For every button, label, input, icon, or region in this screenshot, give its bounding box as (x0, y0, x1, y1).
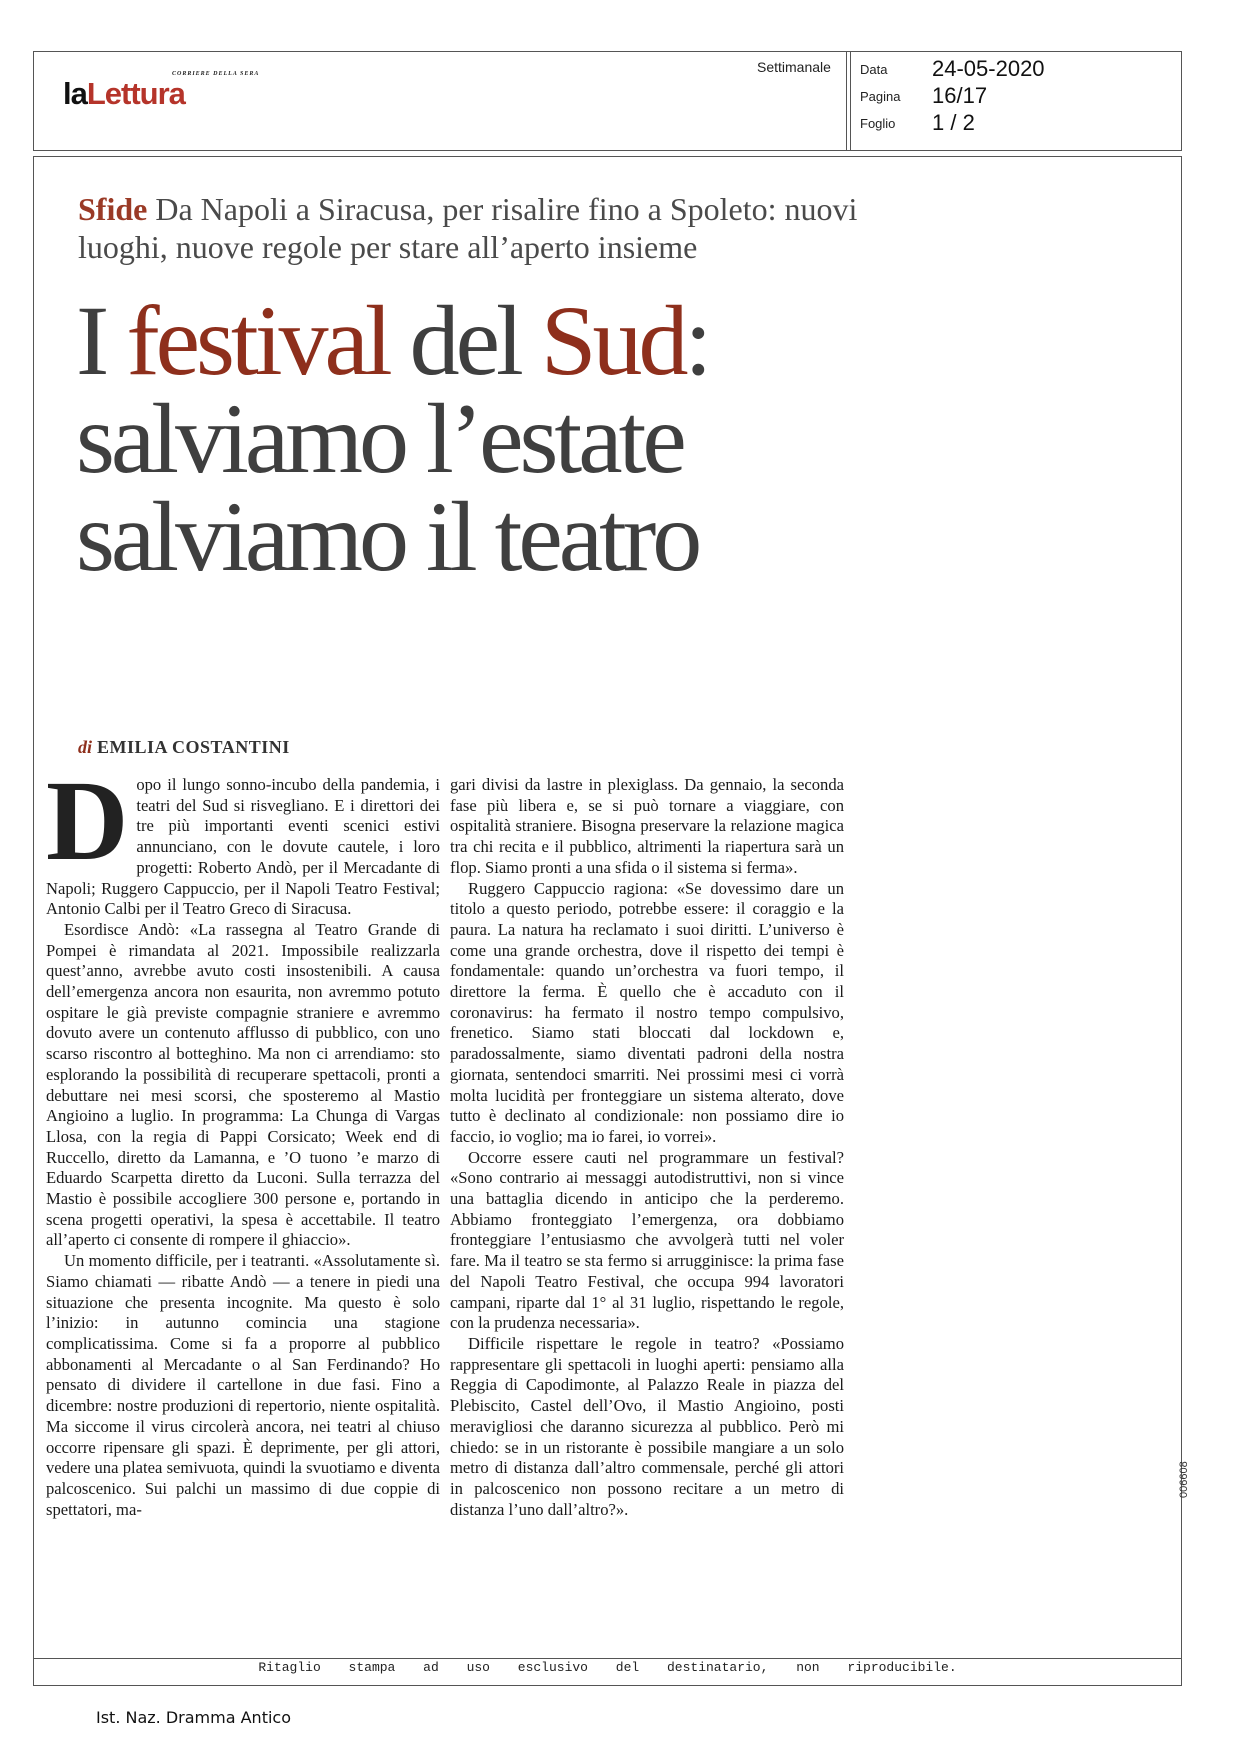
clipping-code: 006608 (1178, 1461, 1190, 1498)
paragraph: Un momento difficile, per i teatranti. «Assolutamente sì. Siamo chiamati — ribatte Andò — a tenere in piedi una situazione che presenta incognite. Ma questo è solo l’inizio: in autunno comincia una stagione complicatissima. Come si fa a proporre al pubblico abbonamenti al Mercadante o al San Ferdinando? Ho pensato di dividere il cartellone in due fasi. Fino a dicembre: nostre produzioni di repertorio, niente ospitalità. Ma siccome il virus circolerà ancora, nei teatri al chiuso occorre ripensare gli spazi. È deprimente, per gli attori, vedere una platea semivuota, quindi la svuotiamo e diventa palcoscenico. Sui palchi un massimo di due coppie di spettatori, ma- (46, 1251, 440, 1519)
data-value: 24-05-2020 (932, 56, 1045, 81)
article-headline (76, 285, 709, 592)
paragraph: Esordisce Andò: «La rassegna al Teatro Grande di Pompei è rimandata al 2021. Impossibile realizzarla quest’anno, avrebbe avuto costi insostenibili. A causa dell’emergenza ancora non esaurita, non avremmo potuto ospitare le già previste compagnie straniere e avremmo dovuto avere un contenuto afflusso di pubblico, con uno scarso riscontro al botteghino. Ma non ci arrendiamo: sto esplorando la possibilità di recuperare spettacoli, pronti a debuttare nei mesi scorsi, che sposteremo al Mastio Angioino a luglio. In programma: La Chunga di Vargas Llosa, con la regia di Pappi Corsicato; Week end di Ruccello, diretto da Lamanna, e ’O tuono ’e marzo di Eduardo Scarpetta diretto da Luconi. Sulla terrazza del Mastio è possibile accogliere 300 persone e, portando in scena progetti operativi, la spesa è accettabile. Il teatro all’aperto ci consente di rompere il ghiaccio». (46, 919, 440, 1250)
pagina-value: 16/17 (932, 83, 988, 108)
foglio-label: Foglio (860, 116, 896, 131)
footer-divider (33, 1658, 1182, 1659)
body-column-1 (46, 757, 440, 1520)
paragraph: Difficile rispettare le regole in teatro? «Possiamo rappresentare gli spettacoli in luoghi aperti: pensiamo alla Reggia di Capodimonte, al Palazzo Reale in piazza del Plebiscito, Castel dell’Ovo, il Mastio Angioino, posti meravigliosi che daranno sicurezza al pubblico. Però mi chiedo: se in un ristorante è possibile mangiare a un solo metro di distanza dall’altro commensale, perché gli attori in palcoscenico non possono recitare a un metro di distanza l’uno dall’altro?». (450, 1333, 844, 1519)
headline-line-1: I festival del Sud: (76, 285, 709, 396)
pagina-label: Pagina (860, 89, 901, 104)
paragraph: opo il lungo sonno-incubo della pandemia, i teatri del Sud si risvegliano. E i direttori dei tre più importanti eventi scenici estivi annunciano, con le dovute cautele, i loro progetti: Roberto Andò, per il Mercadante di Napoli; Ruggero Cappuccio, per il Napoli Teatro Festival; Antonio Calbi per il Teatro Greco di Siracusa. (46, 775, 440, 919)
data-label: Data (860, 62, 888, 77)
paragraph: gari divisi da lastre in plexiglass. Da gennaio, la seconda fase più libera e, se si può tornare a viaggiare, con ospitalità straniere. Bisogna preservare la relazione magica tra chi recita e il pubblico, altrimenti la riapertura sarà un flop. Siamo pronti a una sfida o il sistema si ferma». (450, 775, 844, 877)
logo-small-text: CORRIERE DELLA SERA (172, 71, 260, 77)
body-column-2 (450, 775, 844, 1520)
paragraph: Ruggero Cappuccio ragiona: «Se dovessimo dare un titolo a questo periodo, potrebbe essere: il coraggio e la paura. La natura ha reclamato i suoi diritti. L’universo è come una grande orchestra, dove il rispetto dei tempi è fondamentale: quando un’orchestra va fuori tempo, il direttore la ferma. È quello che è accaduto con il coronavirus: ha fermato il nostro tempo compulsivo, frenetico. Siamo stati bloccati dal lockdown e, paradossalmente, siamo diventati padroni della nostra giornata, sentendoci smarriti. Nei prossimi mesi ci vorrà molta lucidità per fronteggiare un sistema alterato, dove tutto è declinato al condizionale: non possiamo dire io faccio, io voglio; ma io farei, io vorrei». (450, 878, 844, 1146)
kicker-tag: Sfide (78, 191, 148, 227)
author-name: EMILIA COSTANTINI (92, 737, 290, 757)
byline: di EMILIA COSTANTINI (78, 737, 290, 757)
headline-line-3: salviamo il teatro (76, 481, 699, 592)
foglio-value: 1 / 2 (932, 110, 975, 135)
logo-wordmark: laLettura (63, 76, 185, 111)
dropcap: D (46, 757, 129, 884)
article-kicker (78, 190, 878, 266)
source-label: Ist. Naz. Dramma Antico (96, 1708, 291, 1727)
clipping-notice: Ritaglio stampa ad uso esclusivo del destinatario, non riproducibile. (258, 1660, 957, 1675)
periodicity: Settimanale (757, 59, 831, 75)
header-divider (846, 51, 851, 151)
kicker-text: Da Napoli a Siracusa, per risalire fino a Spoleto: nuovi luoghi, nuove regole per stare all’aperto insieme (78, 191, 858, 265)
paragraph: Occorre essere cauti nel programmare un festival? «Sono contrario ai messaggi autodistruttivi, non si vince una battaglia dicendo in anticipo che la perderemo. Abbiamo fronteggiato l’emergenza, ora dobbiamo fronteggiare l’entusiasmo che avvolgerà tutti nel voler fare. Ma il teatro se sta fermo si arrugginisce: la prima fase del Napoli Teatro Festival, che occupa 994 lavoratori campani, riparte dal 1° al 31 luglio, rispettando le regole, con la prudenza necessaria». (450, 1147, 844, 1333)
headline-line-2: salviamo l’estate (76, 383, 683, 494)
